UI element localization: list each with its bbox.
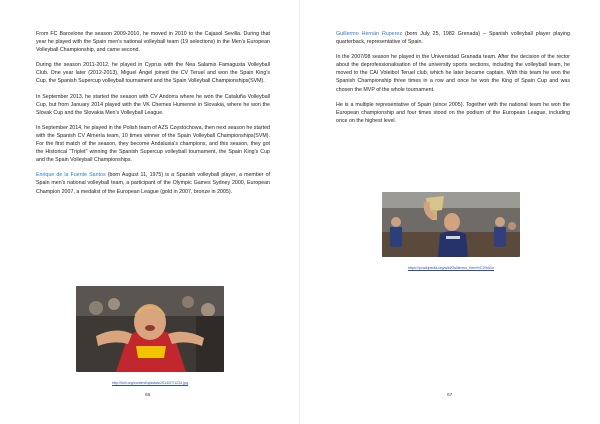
page-number: 67: [447, 393, 453, 398]
right-page: [300, 0, 600, 424]
left-text-column: [36, 30, 270, 203]
player-photo: [76, 286, 224, 372]
paragraph: In September 2013, he started the season with CV Andorra where he won the Cataluña Volleyball Cup, but from January 2014 played with the VK Chemes Humenné in Slovakia, where he won the Slovak Cup and the Slovakia Men's Volleyball League.: [36, 93, 270, 116]
bio-text: (born August 11, 1975) is a Spanish volleyball player, a member of Spain men's national volleyball team, a participant of the Olympic Games Sydney 2000, European Champion 2007, a medalist of the European League (gold in 2007, bronze in 2005).: [36, 172, 271, 195]
paragraph: During the season 2011-2012, he played in Cyprus with the Nea Salamis Famagusta Volleyball Club. One year later (2012-2013), Miguel Ángel joined the CV Teruel and won the Spain King's Cup, the Spanish Supercup volleyball tournament and the Spain Volleyball Championships(SVM).: [36, 62, 270, 85]
player-photo: [382, 192, 520, 257]
page-number: 66: [145, 393, 151, 398]
player-name: Enrique de la Fuente Santos: [36, 172, 106, 179]
right-text-column: [336, 30, 570, 132]
bio-paragraph: [336, 30, 570, 46]
paragraph: In the 2007/08 season he played in the Universidad Granada team. After the decision of the rector about the deprofessionalisation of the university sports sections, including the volleyball team, he moved to the CAI Voleibol Teruel club, which he later became captain. With this team he won the Spanish Championship three times in a row and once he won the King of Spain Cup and was chosen the MVP of the whole tournament.: [336, 54, 570, 93]
paragraph: He is a multiple representative of Spain (since 2005). Together with the national team he won the European championship and four times stood on the podium of the European League, including once on the highest level.: [336, 101, 570, 124]
photo-source-link[interactable]: https://pl.wikipedia.org/wiki/Guillermo_Hern%C3%A1n: [407, 266, 495, 270]
paragraph: In September 2014, he played in the Polish team of AZS Częstochowa, then next season he started with the Spanish CV Almería team, 10 times winner of the Spain Volleyball Championships(SVM). For the first match of the season, they become Andalusia's champions, and this season, they got the Historical "Triplet" winning the Spanish Supercup volleyball tournament, the Spain King's Cup and the Spain Volleyball Championships.: [36, 124, 270, 164]
paragraph: From FC Barcelone the season 2009-2010, he moved in 2010 to the Cajasol Sevilla. During that year he played with the Spain men's national volleyball team (19 selections) in the Men's European Volleyball Championship, and came second.: [36, 31, 270, 54]
player-name: Guillermo Hernán Ruperez: [336, 31, 402, 37]
bio-text: (born July 25, 1982 Grenada) – Spanish volleyball player playing quarterback, representative of Spain.: [336, 31, 570, 46]
photo-source-link[interactable]: http://fivb.org/content/uploads/2014/07/1234.jpg: [112, 381, 188, 385]
bio-paragraph: [36, 171, 270, 195]
